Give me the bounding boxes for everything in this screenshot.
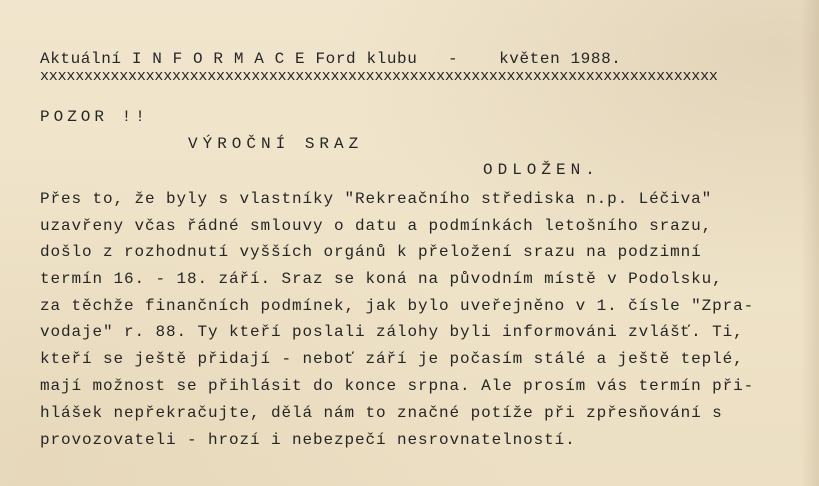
body-line: vodaje" r. 88. Ty kteří poslali zálohy byli informováni zvlášť. Ti, (40, 323, 744, 341)
body-line: kteří se ještě přidají - neboť září je počasím stálé a ještě teplé, (40, 350, 744, 368)
body-line: mají možnost se přihlásit do konce srpna. Ale prosím vás termín při- (40, 377, 755, 395)
headline-line-2: ODLOŽEN. (483, 161, 600, 179)
body-line: došlo z rozhodnutí vyšších orgánů k přeložení srazu na podzimní (40, 243, 702, 261)
headline-line-1: VÝROČNÍ SRAZ (188, 135, 364, 153)
paper-edge-shadow (801, 0, 819, 486)
body-line: Přes to, že byly s vlastníky "Rekreačního střediska n.p. Léčiva" (40, 190, 713, 208)
body-line: provozovateli - hrozí i nebezpečí nesrovnatelností. (40, 431, 576, 449)
body-line: uzavřeny včas řádné smlouvy o datu a podmínkách letošního srazu, (40, 217, 713, 235)
attention-notice: POZOR !! (40, 108, 149, 126)
body-line: za těchže finančních podmínek, jak bylo uveřejněno v 1. čísle "Zpra- (40, 297, 755, 315)
body-line: termín 16. - 18. září. Sraz se koná na původním místě v Podolsku, (40, 270, 723, 288)
body-line: hlášek nepřekračujte, dělá nám to značné potíže při zpřesňování s (40, 404, 723, 422)
header-underline: xxxxxxxxxxxxxxxxxxxxxxxxxxxxxxxxxxxxxxxxxxxxxxxxxxxxxxxxxxxxxxxxxxxxxxxxxxxxx (40, 68, 718, 85)
document-header: Aktuální I N F O R M A C E Ford klubu - květen 1988. (40, 50, 622, 68)
